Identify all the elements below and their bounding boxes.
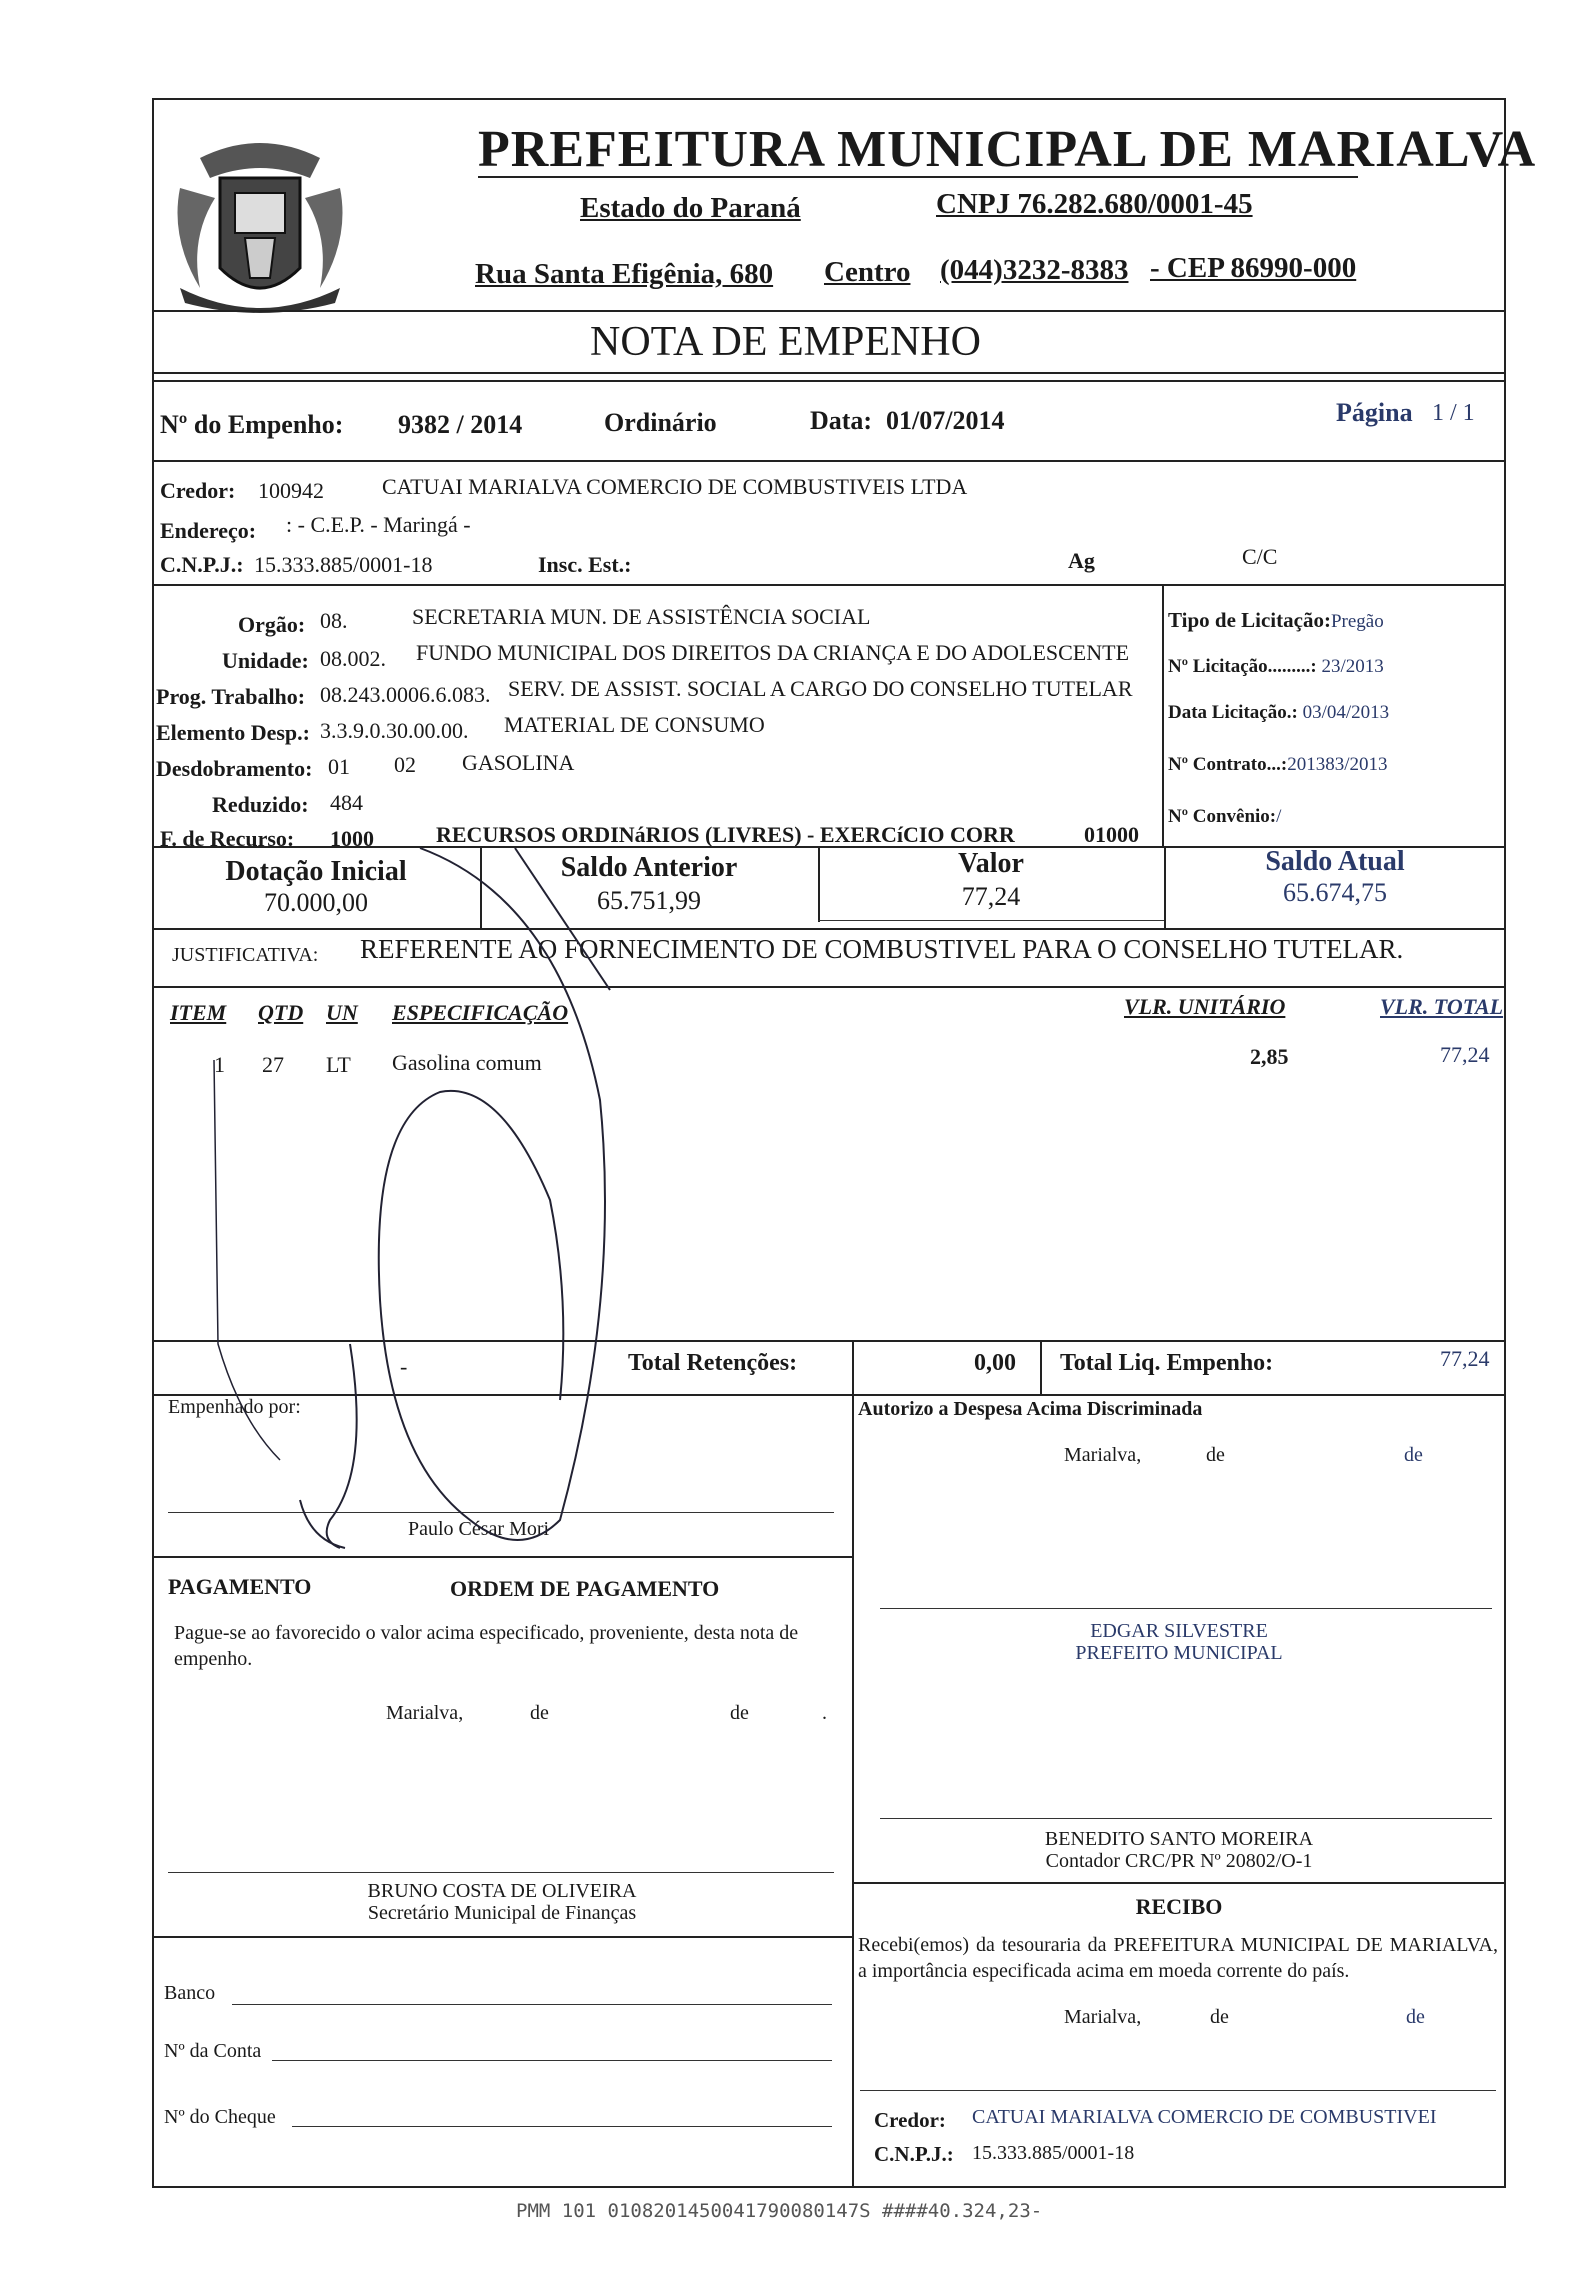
- autorizo-label: Autorizo a Despesa Acima Discriminada: [858, 1398, 1203, 1420]
- street-text: Rua Santa Efigênia, 680: [475, 258, 774, 290]
- cnpj-header: CNPJ 76.282.680/0001-45: [936, 188, 1253, 220]
- desdobramento-code-2: 02: [394, 752, 416, 777]
- pagamento-dot: .: [822, 1702, 827, 1724]
- unidade-name: FUNDO MUNICIPAL DOS DIREITOS DA CRIANÇA E DO ADOLESCENTE: [416, 640, 1130, 665]
- unidade-label: Unidade:: [222, 648, 309, 673]
- row-item: 1: [214, 1052, 225, 1077]
- liquido-label: Total Liq. Empenho:: [1060, 1350, 1274, 1376]
- valor-label: Valor: [958, 848, 1024, 879]
- agency-label: Ag: [1068, 548, 1095, 573]
- recurso-number: 01000: [1084, 822, 1139, 847]
- credor-code: 100942: [258, 478, 324, 503]
- cep-text: - CEP 86990-000: [1150, 252, 1357, 284]
- footer-code: PMM 101 0108201450041790080147S ####40.324,23-: [516, 2200, 1043, 2222]
- prog-code: 08.243.0006.6.083.: [320, 682, 491, 707]
- secretario-title: Secretário Municipal de Finanças: [367, 1902, 637, 1924]
- saldo-atual-label: Saldo Atual: [1265, 846, 1405, 877]
- row-total: 77,24: [1440, 1042, 1490, 1067]
- coat-of-arms-logo: [160, 118, 360, 328]
- contrato-value: 201383/2013: [1287, 754, 1388, 775]
- address-value: : - C.E.P. - Maringá -: [286, 512, 471, 537]
- convenio-label: Nº Convênio:/: [1168, 806, 1282, 827]
- pagamento-de-1: de: [530, 1702, 549, 1724]
- dotacao-value: 70.000,00: [264, 888, 368, 917]
- municipality-title: PREFEITURA MUNICIPAL DE MARIALVA: [478, 121, 1537, 178]
- saldo-anterior-label: Saldo Anterior: [560, 852, 738, 883]
- contador-title: Contador CRC/PR Nº 20802/O-1: [1045, 1850, 1313, 1872]
- row-unit-price: 2,85: [1250, 1044, 1289, 1069]
- reduzido-value: 484: [330, 790, 363, 815]
- retencoes-value: 0,00: [974, 1350, 1016, 1376]
- recurso-code: 1000: [330, 826, 374, 851]
- autorizo-de-1: de: [1206, 1444, 1225, 1466]
- recibo-credor-value: CATUAI MARIALVA COMERCIO DE COMBUSTIVEI: [972, 2106, 1437, 2128]
- licitacao-number-label: Nº Licitação.........: 23/2013: [1168, 656, 1384, 677]
- retencoes-label: Total Retenções:: [628, 1350, 798, 1376]
- empenho-number-label: Nº do Empenho:: [160, 410, 344, 439]
- recibo-de-2: de: [1406, 2006, 1425, 2028]
- elemento-name: MATERIAL DE CONSUMO: [504, 712, 765, 737]
- insc-est-label: Insc. Est.:: [538, 552, 632, 577]
- desdobramento-name: GASOLINA: [462, 750, 575, 775]
- dotacao-label: Dotação Inicial: [225, 856, 407, 887]
- conta-label: Nº da Conta: [164, 2040, 262, 2062]
- row-qtd: 27: [262, 1052, 284, 1077]
- banco-label: Banco: [164, 1982, 216, 2004]
- recibo-label: RECIBO: [1135, 1894, 1223, 1919]
- licitacao-date-label: Data Licitação.: 03/04/2013: [1168, 702, 1390, 723]
- orgao-code: 08.: [320, 608, 348, 633]
- licitacao-date: 03/04/2013: [1302, 702, 1390, 723]
- recibo-text: Recebi(emos) da tesouraria da PREFEITURA MUNICIPAL DE MARIALVA, a importância especificada acima em moeda corrente do país.: [858, 1934, 1498, 1982]
- credor-name: CATUAI MARIALVA COMERCIO DE COMBUSTIVEIS LTDA: [382, 474, 968, 499]
- cnpj-label: C.N.P.J.:: [160, 552, 244, 577]
- pagamento-city: Marialva,: [386, 1702, 464, 1724]
- tipo-licitacao-value: Pregão: [1330, 611, 1384, 632]
- col-un: UN: [326, 1000, 358, 1025]
- empenho-date-label: Data:: [810, 406, 873, 435]
- orgao-name: SECRETARIA MUN. DE ASSISTÊNCIA SOCIAL: [412, 604, 871, 629]
- liquido-value: 77,24: [1440, 1346, 1490, 1371]
- row-spec: Gasolina comum: [392, 1050, 542, 1075]
- elemento-label: Elemento Desp.:: [156, 720, 310, 745]
- empenho-date: 01/07/2014: [886, 406, 1005, 435]
- state-text: Estado do Paraná: [580, 192, 801, 224]
- tipo-licitacao-label: Tipo de Licitação:Pregão: [1168, 608, 1384, 632]
- page-label: Página: [1336, 398, 1413, 427]
- empenhado-name: Paulo César Mori: [408, 1518, 550, 1540]
- conta-field[interactable]: [272, 2060, 832, 2061]
- cheque-label: Nº do Cheque: [164, 2106, 276, 2128]
- convenio-value: /: [1276, 806, 1282, 827]
- reduzido-label: Reduzido:: [212, 792, 309, 817]
- ordem-pagamento-label: ORDEM DE PAGAMENTO: [450, 1576, 720, 1601]
- page-number: 1 / 1: [1432, 400, 1475, 426]
- saldo-atual-value: 65.674,75: [1283, 878, 1387, 907]
- justificativa-label: JUSTIFICATIVA:: [172, 944, 319, 966]
- autorizo-de-2: de: [1404, 1444, 1423, 1466]
- empenhado-label: Empenhado por:: [168, 1396, 301, 1418]
- pagamento-text: Pague-se ao favorecido o valor acima especificado, proveniente, desta nota de empenho.: [174, 1622, 799, 1670]
- pagamento-label: PAGAMENTO: [168, 1574, 312, 1599]
- pagamento-de-2: de: [730, 1702, 749, 1724]
- district-text: Centro: [824, 256, 911, 288]
- col-spec: ESPECIFICAÇÃO: [392, 1000, 569, 1025]
- desdobramento-label: Desdobramento:: [156, 756, 313, 781]
- phone-text: (044)3232-8383: [940, 254, 1129, 286]
- justificativa-text: REFERENTE AO FORNECIMENTO DE COMBUSTIVEL PARA O CONSELHO TUTELAR.: [360, 934, 1404, 964]
- prog-label: Prog. Trabalho:: [156, 684, 306, 709]
- banco-field[interactable]: [232, 2004, 832, 2005]
- recibo-de-1: de: [1210, 2006, 1229, 2028]
- recurso-name: RECURSOS ORDINáRIOS (LIVRES) - EXERCíCIO CORR: [436, 822, 1015, 847]
- unidade-code: 08.002.: [320, 646, 386, 671]
- empenho-type: Ordinário: [604, 408, 717, 437]
- prefeito-title: PREFEITO MUNICIPAL: [1075, 1642, 1283, 1664]
- row-un: LT: [326, 1052, 351, 1077]
- saldo-anterior-value: 65.751,99: [597, 886, 701, 915]
- orgao-label: Orgão:: [238, 612, 306, 637]
- desdobramento-code-1: 01: [328, 754, 350, 779]
- valor-value: 77,24: [961, 882, 1021, 911]
- recibo-cnpj-label: C.N.P.J.:: [874, 2142, 954, 2166]
- recibo-credor-label: Credor:: [874, 2108, 946, 2132]
- col-unit-price: VLR. UNITÁRIO: [1124, 994, 1286, 1019]
- recibo-city: Marialva,: [1064, 2006, 1142, 2028]
- account-label: C/C: [1242, 544, 1278, 569]
- col-total: VLR. TOTAL: [1380, 994, 1504, 1019]
- contador-name: BENEDITO SANTO MOREIRA: [1044, 1828, 1314, 1850]
- empenho-number: 9382 / 2014: [398, 410, 523, 439]
- cnpj-value: 15.333.885/0001-18: [254, 552, 433, 577]
- prog-name: SERV. DE ASSIST. SOCIAL A CARGO DO CONSELHO TUTELAR: [508, 676, 1133, 701]
- prefeito-name: EDGAR SILVESTRE: [1090, 1620, 1268, 1642]
- secretario-name: BRUNO COSTA DE OLIVEIRA: [367, 1880, 637, 1902]
- doc-title: NOTA DE EMPENHO: [590, 319, 981, 365]
- col-item: ITEM: [170, 1000, 227, 1025]
- recibo-cnpj-value: 15.333.885/0001-18: [972, 2142, 1135, 2164]
- credor-label: Credor:: [160, 478, 236, 503]
- contrato-label: Nº Contrato...:201383/2013: [1168, 754, 1388, 775]
- autorizo-city: Marialva,: [1064, 1444, 1142, 1466]
- recurso-label: F. de Recurso:: [160, 826, 295, 851]
- totals-dash: -: [400, 1354, 408, 1379]
- cheque-field[interactable]: [292, 2126, 832, 2127]
- address-label: Endereço:: [160, 518, 257, 543]
- elemento-code: 3.3.9.0.30.00.00.: [320, 718, 469, 743]
- col-qtd: QTD: [258, 1000, 304, 1025]
- licitacao-number: 23/2013: [1321, 656, 1384, 677]
